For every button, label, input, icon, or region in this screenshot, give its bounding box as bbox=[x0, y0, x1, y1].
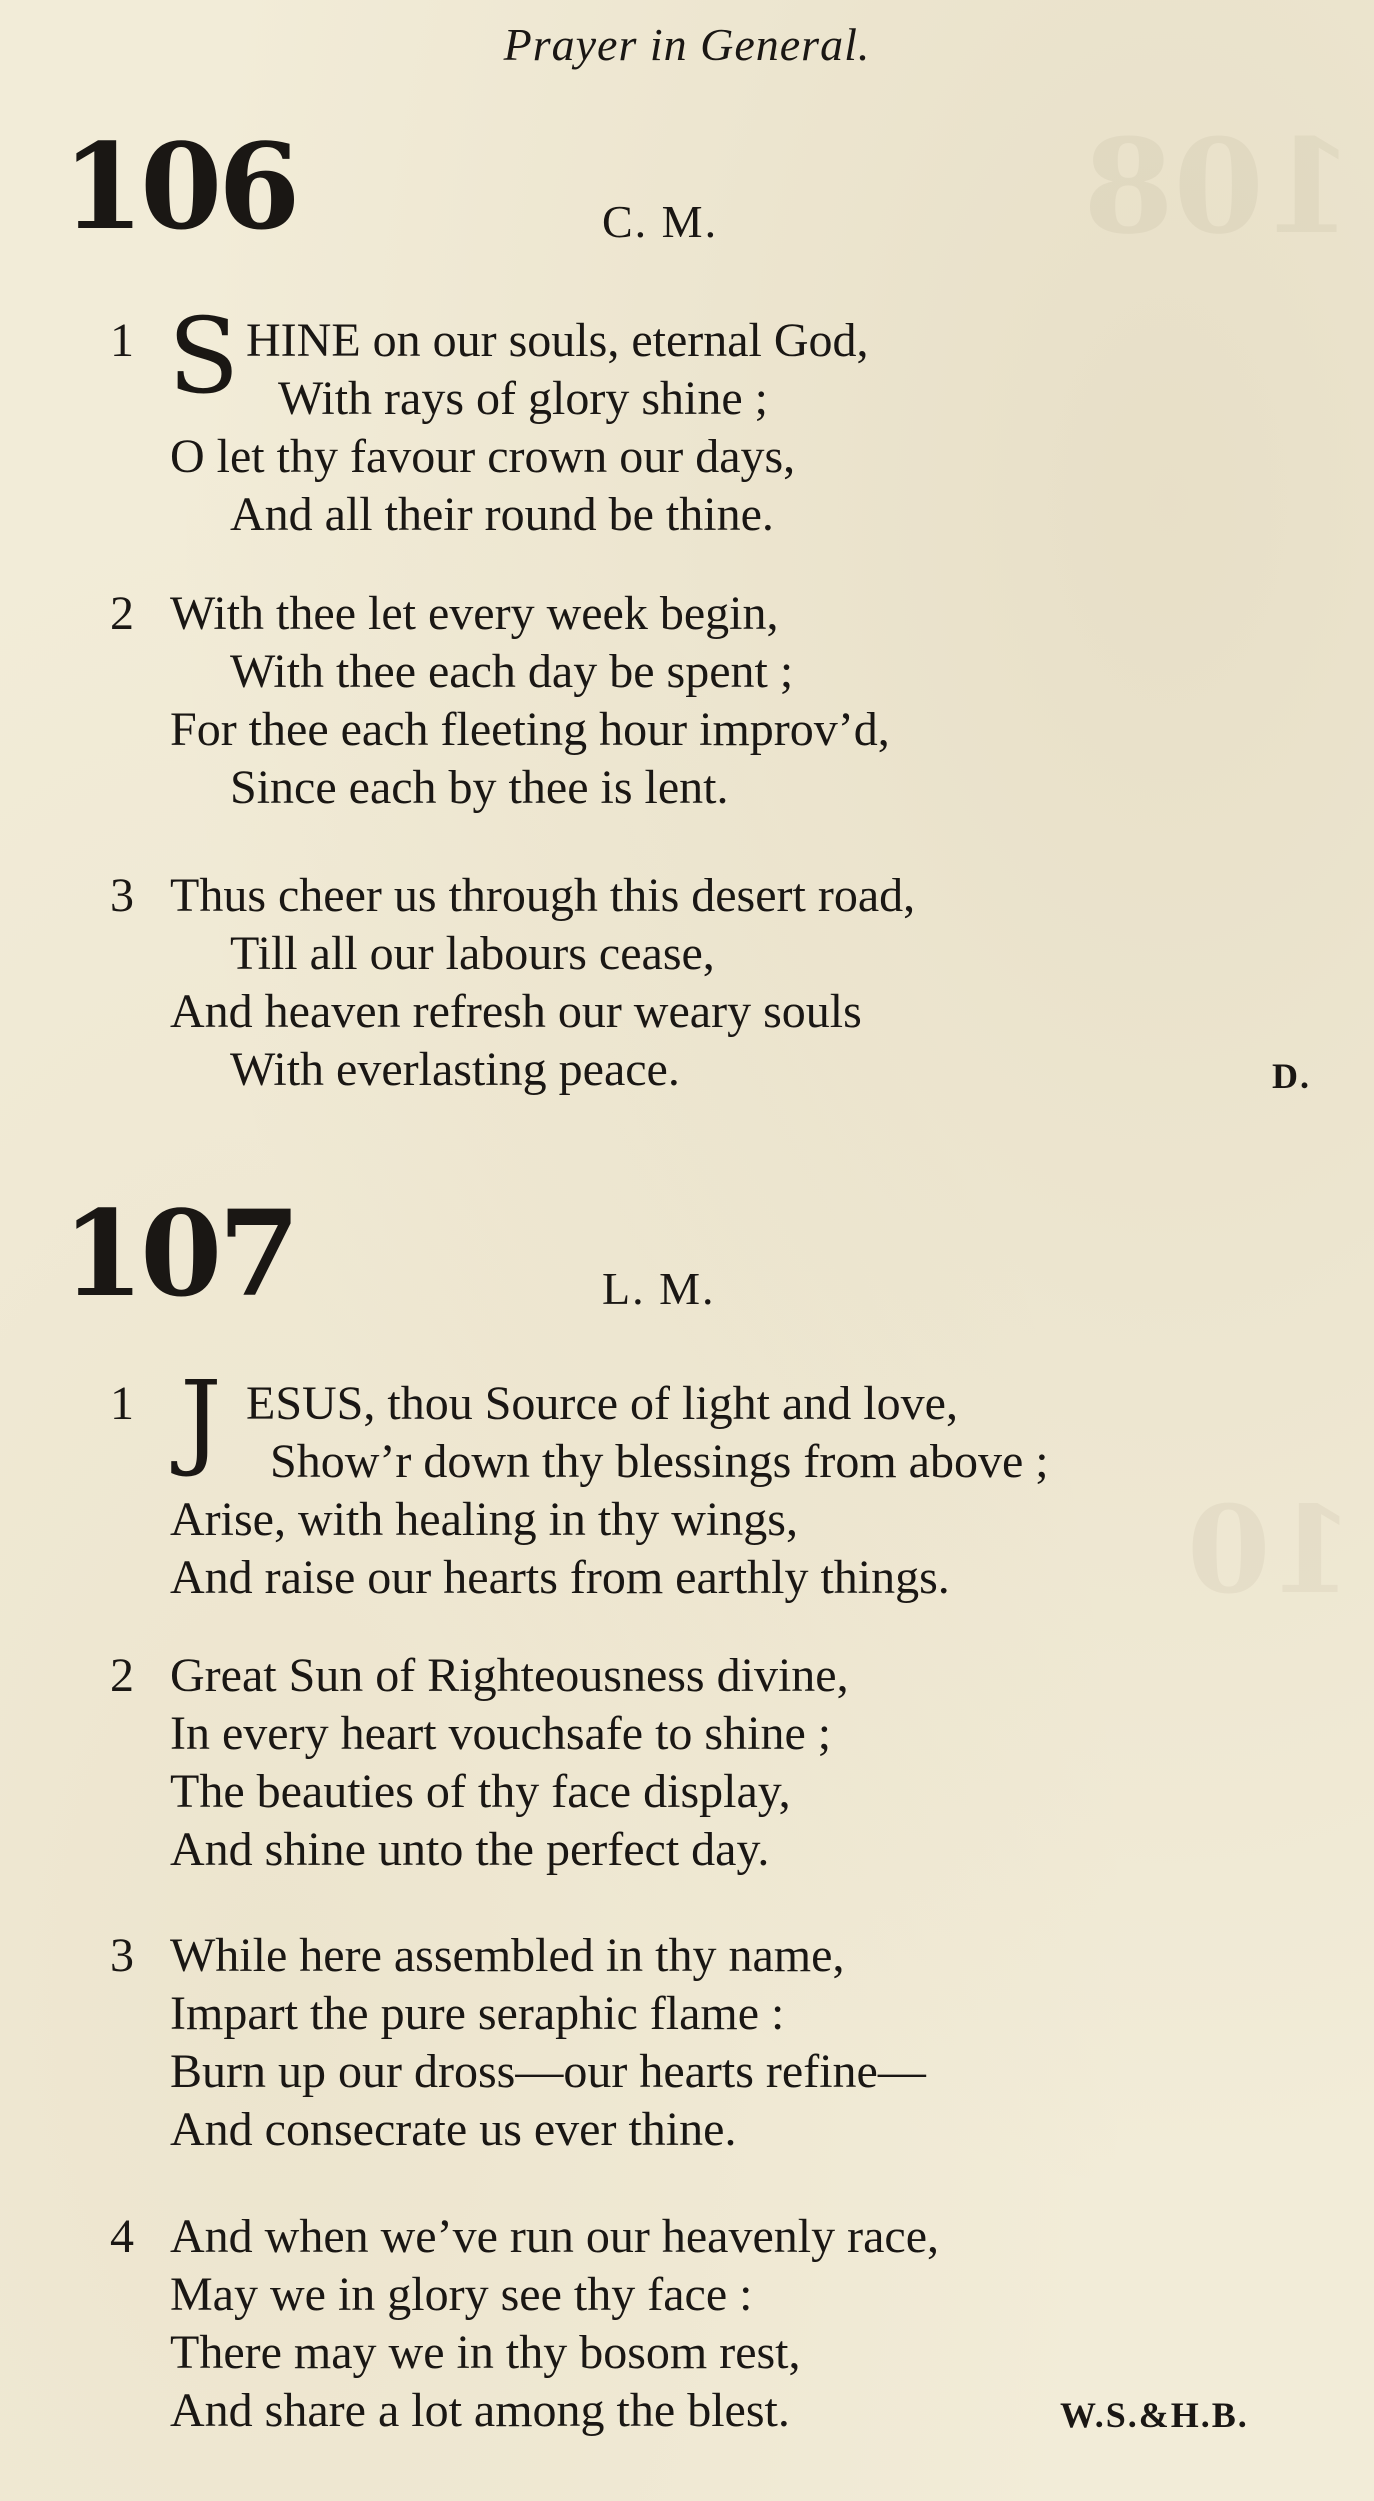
verse-line: And share a lot among the blest. bbox=[170, 2384, 790, 2437]
verse-line: Show’r down thy blessings from above ; bbox=[270, 1435, 1049, 1488]
verse-number: 1 bbox=[110, 1377, 134, 1430]
verse-number: 4 bbox=[110, 2210, 134, 2263]
verse-line: And shine unto the perfect day. bbox=[170, 1823, 770, 1876]
attribution: D. bbox=[1272, 1056, 1311, 1096]
drop-cap: S bbox=[168, 295, 240, 417]
verse-line: HINE on our souls, eternal God, bbox=[246, 314, 869, 367]
verse-line: And raise our hearts from earthly things. bbox=[170, 1551, 950, 1604]
verse-number: 3 bbox=[110, 1929, 134, 1982]
hymn-meter: L. M. bbox=[602, 1263, 716, 1314]
verse-line: Arise, with healing in thy wings, bbox=[170, 1493, 798, 1546]
verse-line: May we in glory see thy face : bbox=[170, 2268, 753, 2321]
verse-number: 2 bbox=[110, 1649, 134, 1702]
hymn-meter: C. M. bbox=[602, 196, 719, 247]
hymn-number: 106 bbox=[62, 117, 297, 256]
verse-line: There may we in thy bosom rest, bbox=[170, 2326, 801, 2379]
verse-line: With thee each day be spent ; bbox=[230, 645, 794, 698]
verse-line: For thee each fleeting hour improv’d, bbox=[170, 703, 890, 756]
verse-number: 2 bbox=[110, 587, 134, 640]
verse-line: Impart the pure seraphic flame : bbox=[170, 1987, 785, 2040]
bleed-through-number: 108 bbox=[1082, 110, 1354, 263]
verse-line: And all their round be thine. bbox=[230, 488, 774, 541]
verse-line: Thus cheer us through this desert road, bbox=[170, 869, 916, 922]
verse-line: And when we’ve run our heavenly race, bbox=[170, 2210, 940, 2263]
running-head: Prayer in General. bbox=[503, 19, 871, 70]
attribution: W.S.&H.B. bbox=[1060, 2395, 1249, 2435]
verse-line: Great Sun of Righteousness divine, bbox=[170, 1649, 849, 1702]
verse-line: Since each by thee is lent. bbox=[230, 761, 729, 814]
verse-line: With thee let every week begin, bbox=[170, 587, 779, 640]
verse-number: 3 bbox=[110, 869, 134, 922]
verse-number: 1 bbox=[110, 314, 134, 367]
hymn-number: 107 bbox=[62, 1184, 297, 1323]
verse-line: Burn up our dross—our hearts refine— bbox=[170, 2045, 926, 2098]
verse-line: The beauties of thy face display, bbox=[170, 1765, 791, 1818]
bleed-through-number: 10 bbox=[1187, 1480, 1354, 1621]
drop-cap: J bbox=[180, 1358, 222, 1480]
verse-line: While here assembled in thy name, bbox=[170, 1929, 845, 1982]
verse-line: ESUS, thou Source of light and love, bbox=[246, 1377, 958, 1430]
verse-line: With rays of glory shine ; bbox=[278, 372, 768, 425]
verse-line: Till all our labours cease, bbox=[230, 927, 715, 980]
verse-line: With everlasting peace. bbox=[230, 1043, 680, 1096]
verse-line: O let thy favour crown our days, bbox=[170, 430, 796, 483]
verse-line: In every heart vouchsafe to shine ; bbox=[170, 1707, 832, 1760]
verse-line: And heaven refresh our weary souls bbox=[170, 985, 862, 1038]
verse-line: And consecrate us ever thine. bbox=[170, 2103, 737, 2156]
